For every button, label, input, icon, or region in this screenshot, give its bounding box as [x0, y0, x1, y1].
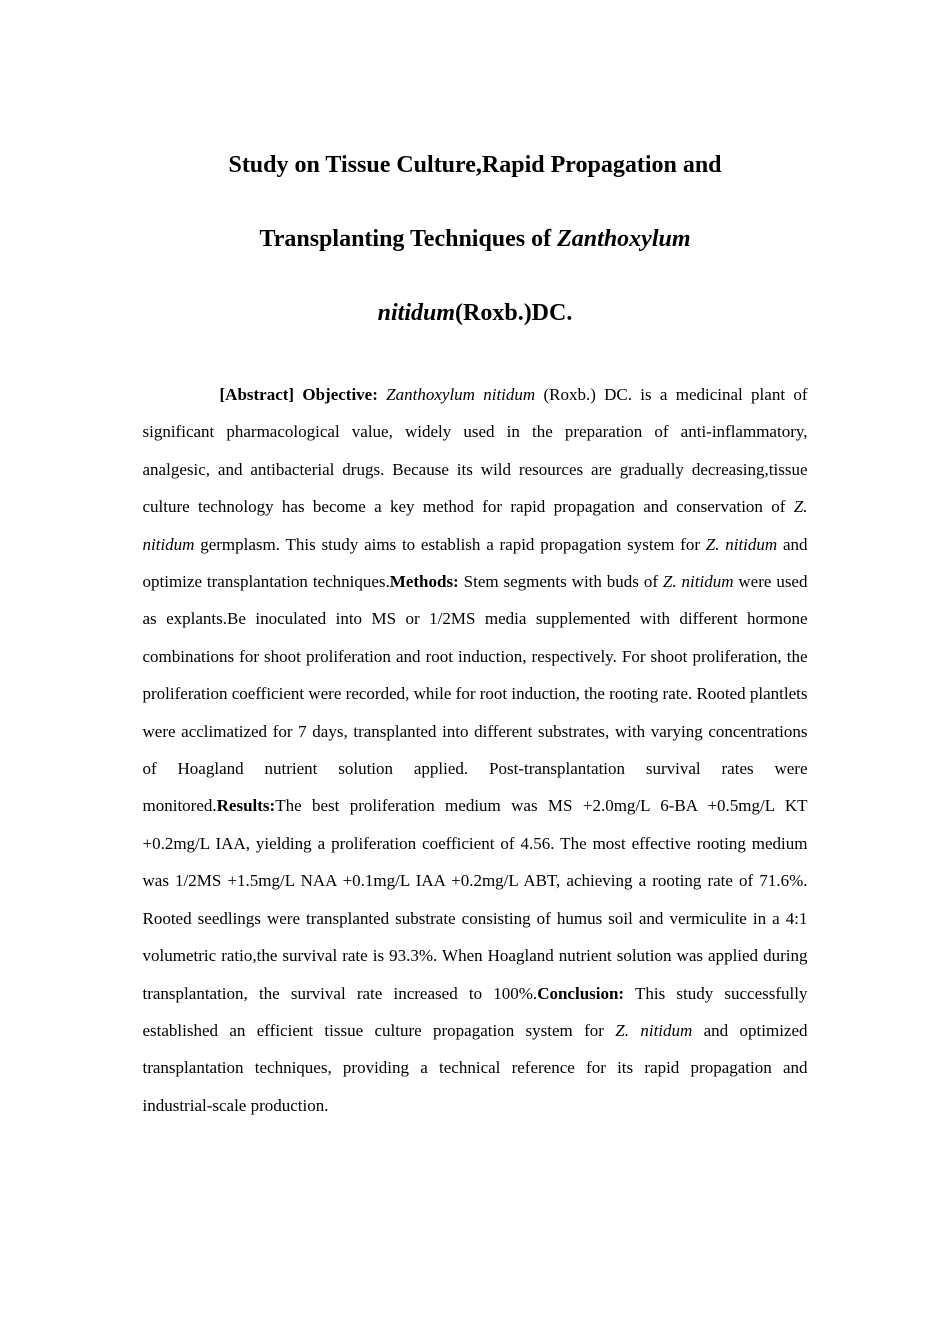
text-segment: Stem segments with buds of: [458, 572, 663, 592]
title-line-3: [0, 276, 950, 350]
title-line-1: [0, 128, 950, 202]
text-segment: and optimize transplantation techniques.: [142, 534, 808, 592]
text-segment: Zanthoxylum: [557, 226, 691, 252]
text-segment: The best proliferation medium was MS +2.0mg/L 6-BA +0.5mg/L KT +0.2mg/L IAA, yielding a proliferation coefficient of 4.56. The most effective rooting medium was 1/2MS +1.5mg/L NAA +0.1mg/L IAA +0.2mg/L ABT, achieving a rooting rate of 71.6%. Rooted seedlings were transplanted substrate consisting of humus soil and vermiculite in a 4:1 volumetric ratio,the survival rate is 93.3%. When Hoagland nutrient solution was applied during transplantation, the survival rate increased to 100%.: [142, 796, 808, 1003]
text-segment: (Roxb.) DC. is a medicinal plant of significant pharmacological value, widely used in the preparation of anti-inflammatory, analgesic, and antibacterial drugs. Because its wild resources are gradually decreasing,tissue culture technology has become a key method for rapid propagation and conservation of: [142, 385, 808, 517]
text-segment: Conclusion:: [537, 983, 625, 1003]
text-segment: Z. nitidum: [662, 572, 734, 592]
title-line-2: [0, 202, 950, 276]
text-segment: and optimized transplantation techniques, providing a technical reference for its rapid propagation and industrial-scale production.: [142, 1020, 808, 1115]
text-segment: nitidum: [377, 300, 456, 326]
paper-title: [0, 0, 950, 350]
text-segment: (Roxb.)DC.: [455, 300, 573, 326]
text-segment: Zanthoxylum nitidum: [386, 385, 536, 404]
text-segment: Z. nitidum: [705, 534, 778, 554]
text-segment: Z. nitidum: [615, 1020, 693, 1040]
text-segment: were used as explants.Be inoculated into MS or 1/2MS media supplemented with different hormone combinations for shoot proliferation and root induction, respectively. For shoot proliferation, the proliferation coefficient were recorded, while for root induction, the rooting rate. Rooted plantlets were acclimatized for 7 days, transplanted into different substrates, with varying concentrations of Hoagland nutrient solution applied. Post-transplantation survival rates were monitored.: [142, 572, 808, 816]
text-segment: Methods:: [389, 572, 459, 592]
text-segment: [Abstract] Objective:: [219, 385, 387, 404]
text-segment: Z. nitidum: [142, 497, 808, 554]
text-segment: This study successfully established an efficient tissue culture propagation system for: [142, 983, 808, 1040]
text-segment: Study on Tissue Culture,Rapid Propagation and: [228, 152, 722, 178]
abstract-paragraph: [143, 376, 808, 1124]
text-segment: Results:: [216, 796, 276, 816]
text-segment: Transplanting Techniques of: [259, 226, 558, 252]
text-segment: germplasm. This study aims to establish a rapid propagation system for: [194, 534, 706, 554]
